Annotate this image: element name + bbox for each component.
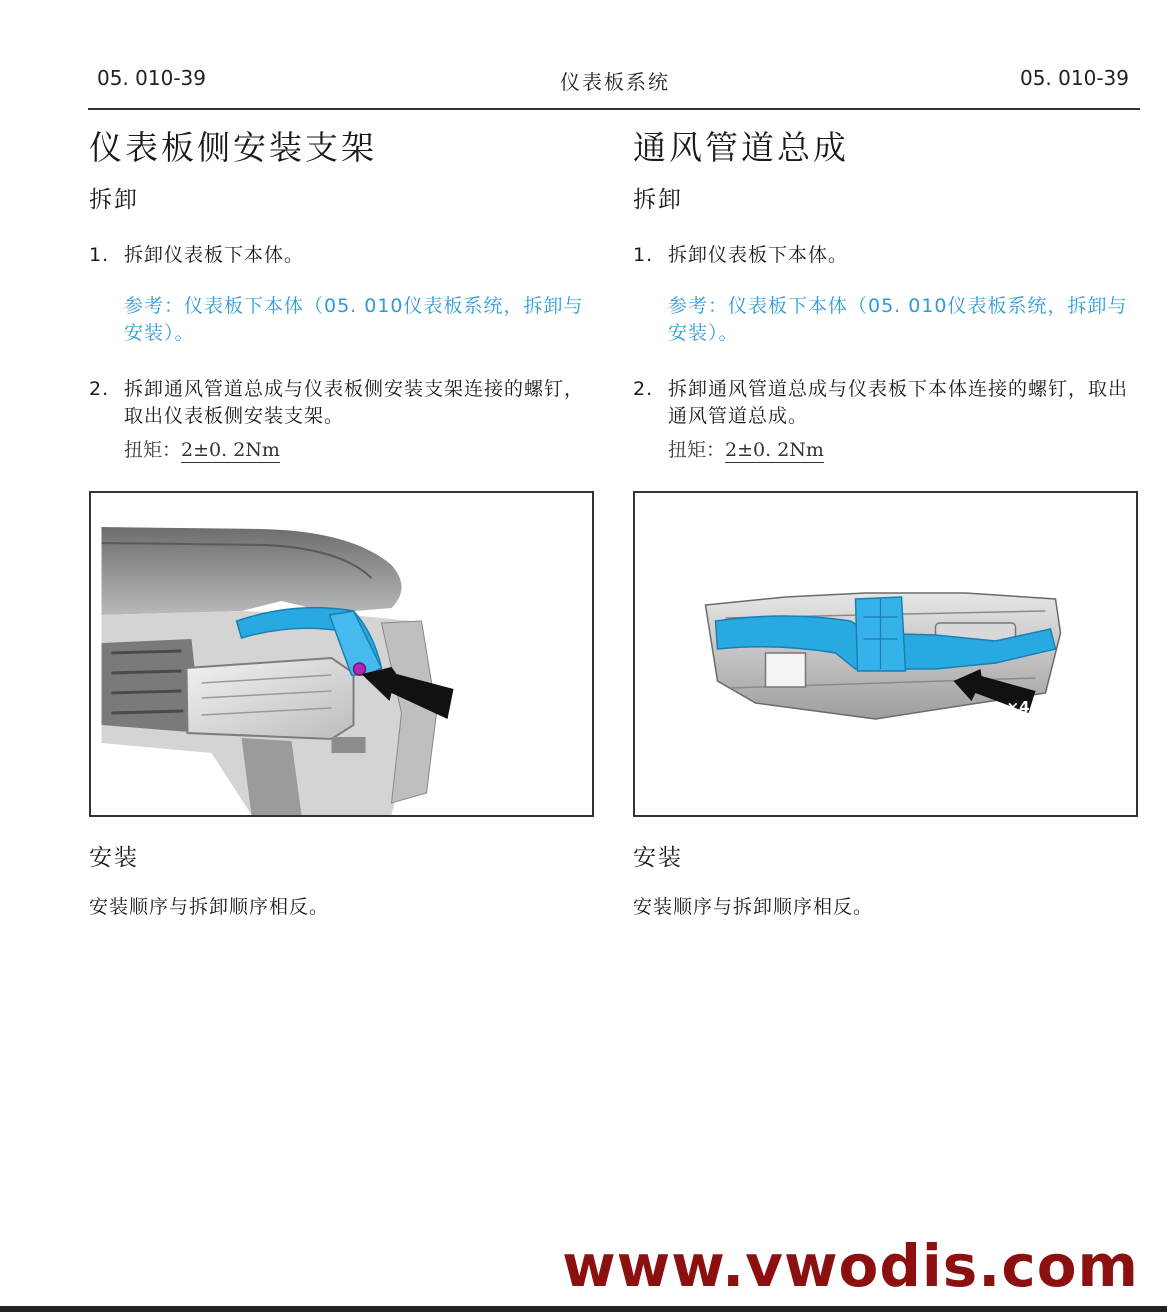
step-text: 拆卸通风管道总成与仪表板下本体连接的螺钉，取出通风管道总成。 — [668, 378, 1129, 427]
install-text: 安装顺序与拆卸顺序相反。 — [633, 896, 874, 918]
procedure-column-bracket — [89, 124, 594, 921]
step-text: 拆卸仪表板下本体。 — [124, 244, 305, 266]
torque-spec — [668, 436, 1138, 464]
step-text: 拆卸通风管道总成与仪表板侧安装支架连接的螺钉，取出仪表板侧安装支架。 — [124, 378, 585, 427]
install-heading: 安装 — [89, 845, 139, 871]
procedure-title: 仪表板侧安装支架 — [89, 128, 377, 167]
reference-link[interactable]: 参考：仪表板下本体（05. 010仪表板系统，拆卸与安装）。 — [668, 295, 1128, 344]
header-divider — [88, 108, 1140, 110]
bottom-border — [0, 1306, 1167, 1312]
step-2 — [633, 376, 1138, 430]
site-watermark: www.vwodis.com — [562, 1232, 1139, 1300]
procedure-title: 通风管道总成 — [633, 128, 849, 167]
page-number-left: 05. 010-39 — [97, 66, 207, 90]
step-2 — [89, 376, 594, 430]
torque-label: 扭矩： — [124, 439, 182, 461]
torque-value: 2±0. 2Nm — [181, 439, 280, 461]
section-title: 仪表板系统 — [560, 70, 670, 94]
duct-figure-callout: ×4 — [1006, 698, 1030, 716]
install-text: 安装顺序与拆卸顺序相反。 — [89, 896, 330, 918]
reference-link[interactable]: 参考：仪表板下本体（05. 010仪表板系统，拆卸与安装）。 — [124, 295, 584, 344]
step-number: 2. — [89, 378, 110, 400]
page-number-right: 05. 010-39 — [1019, 66, 1129, 90]
step-1 — [633, 242, 1138, 269]
step-number: 2. — [633, 378, 654, 400]
step-number: 1. — [89, 244, 110, 266]
ventilation-duct-assembly-illustration — [635, 493, 1136, 815]
torque-spec — [124, 436, 594, 464]
bracket-figure — [89, 491, 594, 817]
step-number: 1. — [633, 244, 654, 266]
torque-value: 2±0. 2Nm — [725, 439, 824, 461]
step-text: 拆卸仪表板下本体。 — [668, 244, 849, 266]
instrument-panel-side-bracket-illustration — [91, 493, 592, 815]
procedure-column-duct — [633, 124, 1138, 921]
duct-figure — [633, 491, 1138, 817]
removal-heading: 拆卸 — [633, 187, 683, 213]
torque-label: 扭矩： — [668, 439, 726, 461]
install-heading: 安装 — [633, 845, 683, 871]
step-1 — [89, 242, 594, 269]
removal-heading: 拆卸 — [89, 187, 139, 213]
